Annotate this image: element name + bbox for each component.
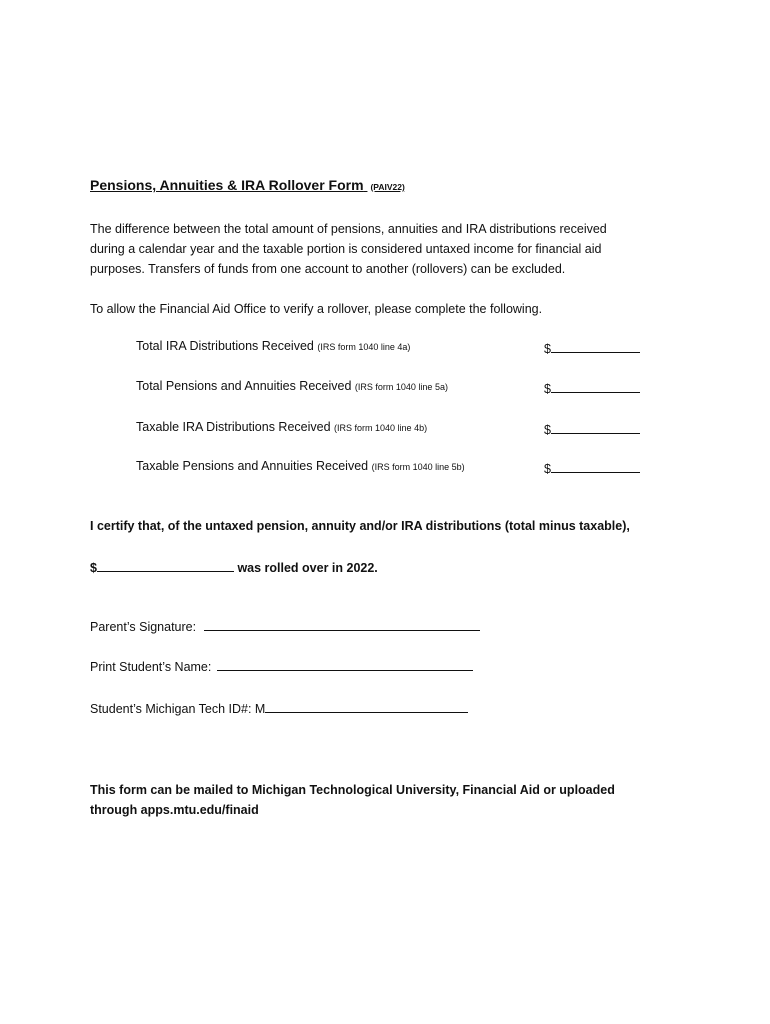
amount-field[interactable] [544,339,640,356]
instruction-paragraph [90,299,680,319]
row-label-text: Taxable IRA Distributions Received [136,420,331,434]
intro-line: during a calendar year and the taxable portion is considered untaxed income for financial aid [90,242,602,256]
row-irs-reference: (IRS form 1040 line 5a) [354,382,448,392]
amount-row-taxable-ira [136,420,646,440]
certify-statement: I certify that, of the untaxed pension, annuity and/or IRA distributions (total minus taxable), [90,519,630,533]
instruction-text: To allow the Financial Aid Office to verify a rollover, please complete the following. [90,302,543,316]
parent-signature-blank[interactable] [204,617,480,631]
amount-blank[interactable] [551,459,640,473]
student-id-blank[interactable] [265,699,468,713]
rolled-over-line [90,558,378,575]
row-label-text: Taxable Pensions and Annuities Received [136,459,369,473]
row-label [136,459,465,473]
student-id-line [90,699,468,716]
form-title-text: Pensions, Annuities & IRA Rollover Form [90,177,364,193]
amount-blank[interactable] [551,420,640,434]
intro-paragraph [90,219,680,279]
row-label-text: Total IRA Distributions Received [136,339,314,353]
student-name-label: Print Student’s Name: [90,660,212,674]
amount-field[interactable] [544,379,640,396]
student-name-blank[interactable] [217,657,473,671]
currency-symbol: $ [544,382,551,396]
rolled-amount-blank[interactable] [97,558,234,572]
intro-line: The difference between the total amount of pensions, annuities and IRA distributions received [90,222,607,236]
row-irs-reference: (IRS form 1040 line 5b) [371,462,465,472]
row-irs-reference: (IRS form 1040 line 4a) [317,342,411,352]
amount-row-taxable-pensions [136,459,646,479]
amount-field[interactable] [544,420,640,437]
form-title [90,177,405,193]
rolled-over-text: was rolled over in 2022. [237,561,378,575]
student-id-label: Student’s Michigan Tech ID#: M [90,702,266,716]
parent-signature-label: Parent’s Signature: [90,620,197,634]
amount-row-total-ira [136,339,646,359]
intro-line: purposes. Transfers of funds from one account to another (rollovers) can be excluded. [90,262,566,276]
submission-note [90,780,690,820]
currency-symbol: $ [544,462,551,476]
row-label [136,379,448,393]
row-label [136,339,410,353]
row-label-text: Total Pensions and Annuities Received [136,379,352,393]
submission-note-line: This form can be mailed to Michigan Technological University, Financial Aid or uploaded [90,783,615,797]
amount-blank[interactable] [551,379,640,393]
form-code: (PAIV22) [370,182,405,192]
row-irs-reference: (IRS form 1040 line 4b) [334,423,428,433]
parent-signature-line [90,617,480,634]
currency-symbol: $ [90,561,97,575]
currency-symbol: $ [544,423,551,437]
amount-blank[interactable] [551,339,640,353]
submission-note-line: through apps.mtu.edu/finaid [90,803,259,817]
currency-symbol: $ [544,342,551,356]
student-name-line [90,657,473,674]
row-label [136,420,427,434]
amount-field[interactable] [544,459,640,476]
amount-row-total-pensions [136,379,646,399]
